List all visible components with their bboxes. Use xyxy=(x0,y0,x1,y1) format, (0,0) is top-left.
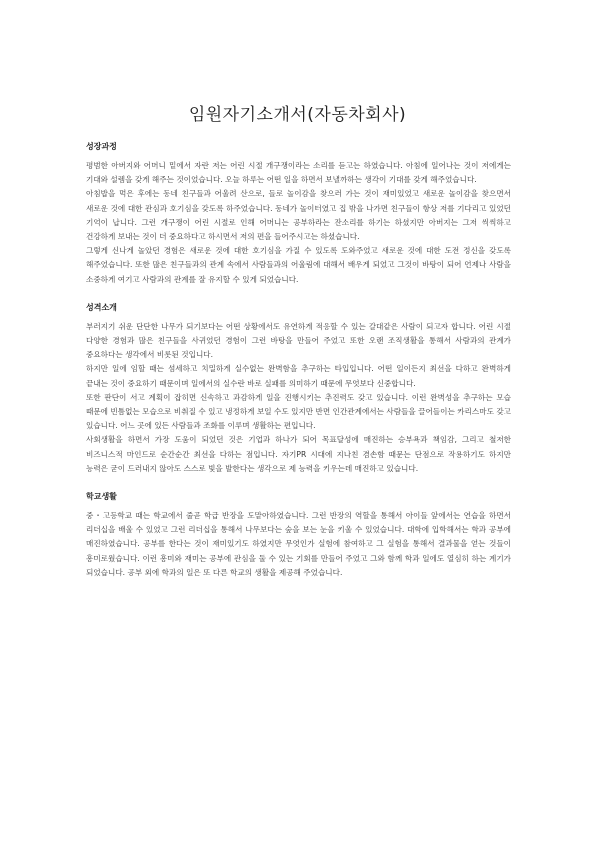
paragraph: 사회생활을 하면서 가장 도움이 되었던 것은 기업과 하나가 되어 목표달성에 매진하는 승부욕과 책임감, 그리고 철저한 비즈니스적 마인드로 순간순간 최선을 다하는 점입니다. 자기PR 시대에 지나친 겸손함 때문는 단점으로 작용하기도 하지만 능력은 굳이 드러내지 않아도 스스로 빛을 발한다는 생각으로 제 능력을 키우는데 매진하고 있습니다. xyxy=(86,435,511,473)
paragraph: 그렇게 신나게 놀았던 경험은 새로운 것에 대한 호기심을 가질 수 있도록 도와주었고 새로운 것에 대한 도전 정신을 갖도록 해주었습니다. 또한 많은 친구들과의 관계 속에서 사람들과의 어울림에 대해서 배우게 되었고 그것이 바탕이 되어 언제나 사람을 소중하게 여기고 사람과의 관계를 잘 유지할 수 있게 되었습니다. xyxy=(86,246,511,284)
section-heading: 성장과정 xyxy=(86,142,117,151)
section-personality xyxy=(86,303,511,476)
paragraph: 하지만 일에 임할 때는 섬세하고 치밀하게 실수없는 완벽함을 추구하는 타입입니다. 어떤 일이든지 최선을 다하고 완벽하게 끝내는 것이 중요하기 때문이며 일에서의 실수란 바로 실패를 의미하기 때문에 무엇보다 신중합니다. xyxy=(86,364,511,388)
paragraph: 또한 판단이 서고 계획이 잡히면 신속하고 과감하게 일을 진행시키는 추진력도 갖고 있습니다. 이런 완벽성을 추구하는 모습 때문에 빈틈없는 모습으로 비춰질 수 있고 냉정하게 보일 수도 있지만 반면 인간관계에서는 사람들을 끌어들이는 카리스마도 갖고 있습니다. 어느 곳에 있든 사람들과 조화를 이루며 생활하는 편입니다. xyxy=(86,392,511,431)
section-heading: 학교생활 xyxy=(86,492,117,502)
sections-container xyxy=(86,142,511,596)
paragraph: 중・고등학교 때는 학교에서 줄곧 학급 반장을 도맡아하였습니다. 그런 반장의 역할을 통해서 아이들 앞에서는 연습을 하면서 리더십을 배울 수 있었고 그런 리더십을 통해서 나무보다는 숲을 보는 눈을 키울 수 있었습니다. 대학에 입학해서는 학과 공부에 매진하였습니다. 공부를 한다는 것이 재미있기도 하였지만 무엇인가 실험에 참여하고 그 실험을 통해서 결과물을 얻는 것들이 흥미로웠습니다. 이런 흥미와 재미는 공부에 관심을 둘 수 있는 기회를 만들어 주었고 그와 함께 학과 일에도 열심히 하는 계기가 되었습니다. 공부 외에 학과의 일은 또 다른 학교의 생활을 제공해 주었습니다. xyxy=(86,511,511,577)
paragraph: 평범한 아버지와 어머니 밑에서 자란 저는 어린 시절 개구쟁이라는 소리를 듣고는 하였습니다. 아침에 일어나는 것이 저에게는 기대와 설렘을 갖게 해주는 것이었습니다. 오늘 하루는 어떤 일을 하면서 보낼까하는 생각이 기대를 갖게 해주었습니다. xyxy=(86,161,511,185)
document-title: 임원자기소개서(자동차회사) xyxy=(188,105,407,125)
paragraph: 부러지기 쉬운 단단한 나무가 되기보다는 어떤 상황에서도 유연하게 적응할 수 있는 갈대같은 사람이 되고자 합니다. 어린 시절 다양한 경험과 많은 친구들을 사귀었던 경험이 그런 바탕을 만들어 주었고 또한 오랜 조직생활을 통해서 사람과의 관계가 중요하다는 생각에서 비롯된 것입니다. xyxy=(86,321,511,360)
section-heading: 성격소개 xyxy=(86,302,117,312)
section-growth xyxy=(86,142,511,287)
section-school-life xyxy=(86,492,511,580)
paragraph: 아침밥을 먹은 후에는 동네 친구들과 어울려 산으로, 들로 놀이감을 찾으러 가는 것이 재미있었고 새로운 놀이감을 찾으면서 새로운 것에 대한 관심과 호기심을 갖도록 하주었습니다. 동네가 놀이터였고 집 밖을 나가면 친구들이 항상 저를 기다리고 있었던 기억이 납니다. 그런 개구쟁이 어린 시절로 인해 어머니는 공부하라는 잔소리를 하기는 하셨지만 아버지는 그저 씩씩하고 건강하게 보내는 것이 더 중요하다고 하시면서 저의 편을 들어주시고는 하셨습니다. xyxy=(86,189,511,242)
